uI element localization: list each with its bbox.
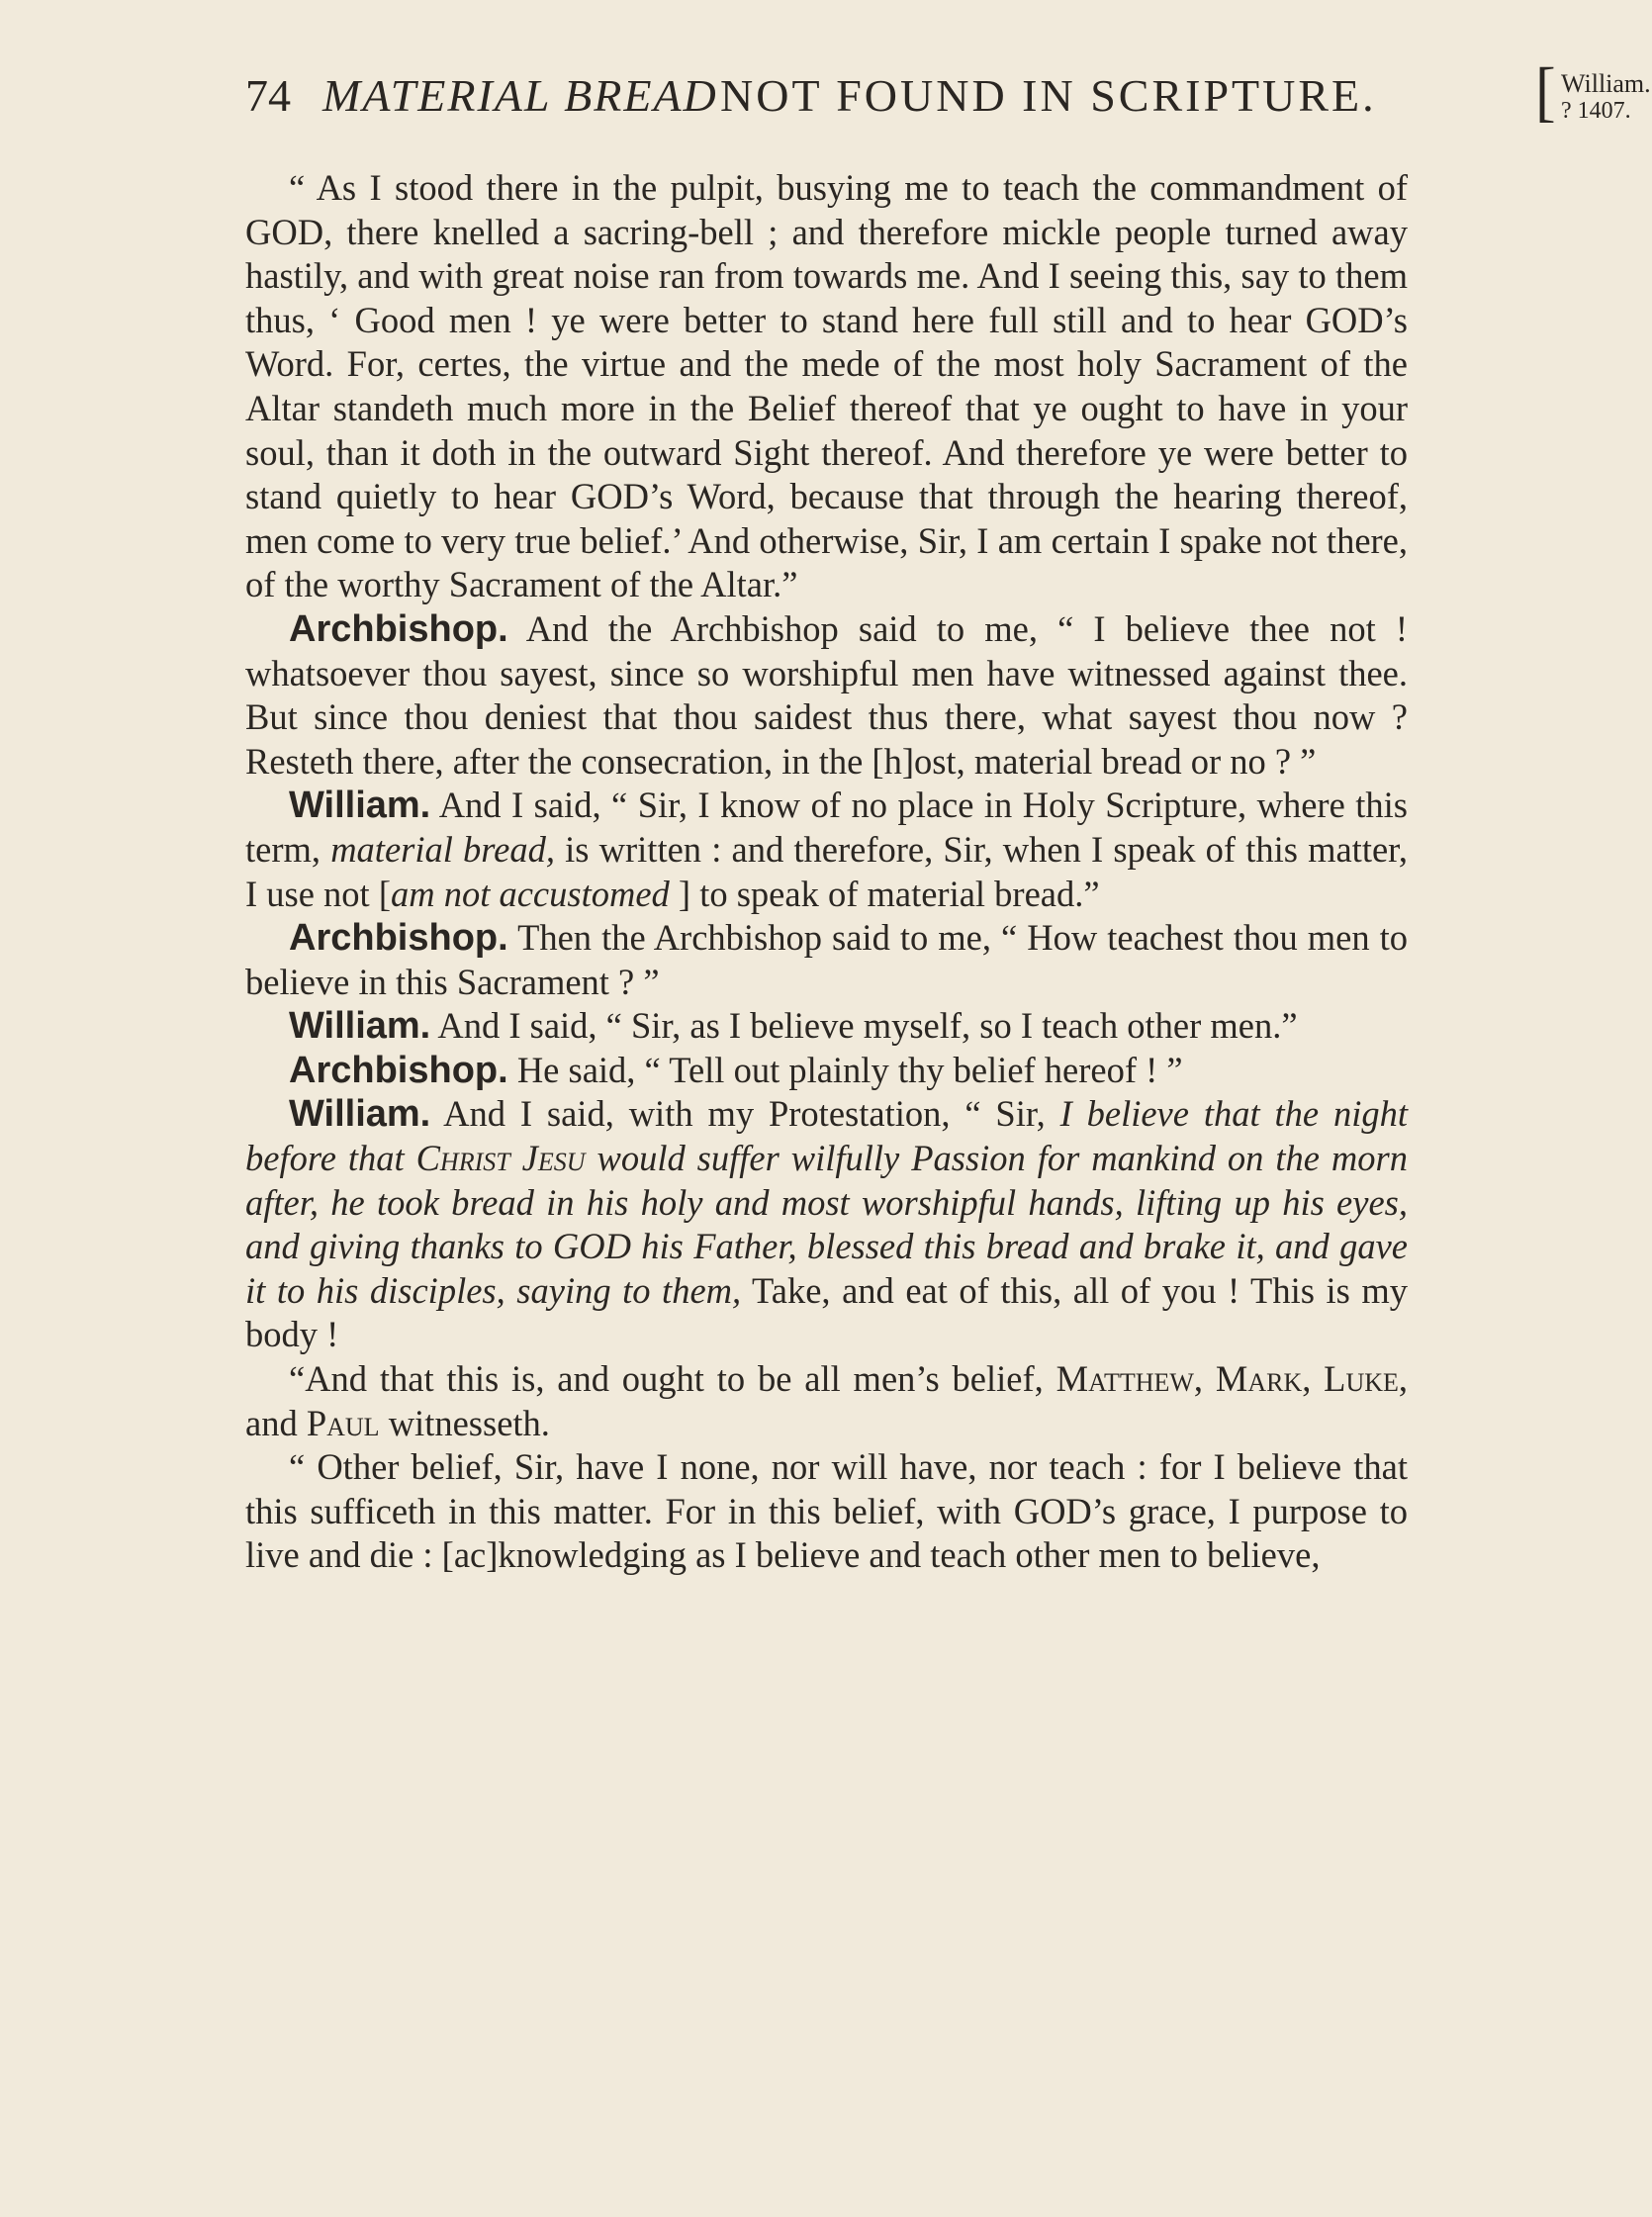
speaker-label: William. xyxy=(289,785,431,827)
italic-text: material bread, xyxy=(330,828,555,870)
speaker-label: William. xyxy=(289,1093,431,1136)
paragraph-2 xyxy=(245,607,1408,784)
side-note-date: ? 1407. xyxy=(1561,98,1631,124)
page-number: 74 xyxy=(245,70,291,121)
paragraph-text: witnesseth. xyxy=(388,1402,550,1443)
paragraph-text: And I said, “ Sir, I know of no place in Holy Scripture, where this term, xyxy=(245,785,1408,870)
paragraph-6 xyxy=(245,1049,1408,1093)
paragraph-8 xyxy=(245,1357,1408,1445)
speaker-label: William. xyxy=(289,1005,431,1048)
paragraph-5 xyxy=(245,1004,1408,1049)
speaker-label: Archbishop. xyxy=(289,917,508,960)
paragraph-9 xyxy=(245,1445,1408,1578)
smallcaps-names: Matthew, Mark, Luke, xyxy=(1055,1358,1409,1400)
paragraph-1 xyxy=(245,166,1408,607)
paragraph-3 xyxy=(245,784,1408,916)
speaker-label: Archbishop. xyxy=(289,1049,508,1091)
paragraph-text: And I said, “ Sir, as I believe myself, so I teach other men.” xyxy=(437,1005,1298,1047)
italic-smallcaps-text: Christ xyxy=(415,1138,510,1179)
paragraph-text: “ As I stood there in the pulpit, busying me to teach the commandment of GOD, there knelled a sacring-bell ; and therefore mickle people turned away hastily, and with great noise ran from towards me. And I seeing this, say to them thus, ‘ Good men ! ye were better to stand here full still and to hear GOD’s Word. For, certes, the virtue and the mede of the most holy Sacrament of the Altar standeth much more in the Belief thereof that ye ought to have in your soul, than it doth in the outward Sight thereof. And therefore ye were better to stand quietly to hear GOD’s Word, because that through the hearing thereof, men come to very true belief.’ And otherwise, Sir, I am certain I spake not there, of the worthy Sacrament of the Altar.” xyxy=(245,167,1408,605)
italic-text: I believe that the night before that xyxy=(245,1093,1408,1179)
italic-text: am not accustomed xyxy=(390,873,670,914)
italic-smallcaps-text: Jesu xyxy=(521,1138,586,1179)
paragraph-text: Take, and eat of this, all of you ! This is my body ! xyxy=(245,1269,1409,1355)
paragraph-text: And I said, with my Protestation, “ Sir, xyxy=(443,1093,1046,1135)
speaker-label: Archbishop. xyxy=(289,607,508,650)
header-title-italic: MATERIAL BREAD xyxy=(322,70,718,121)
paragraph-text: is written : and therefore, Sir, when I speak of this matter, I use not [ xyxy=(245,828,1408,914)
header-side-note xyxy=(1535,54,1652,130)
paragraph-text: “ Other belief, Sir, have I none, nor will have, nor teach : for I believe that this sufficeth in this matter. For in this belief, with GOD’s grace, I purpose to live and die : [ac]knowledging as I believe and teach other men to believe, xyxy=(245,1446,1408,1576)
paragraph-7 xyxy=(245,1092,1408,1357)
paragraph-text: He said, “ Tell out plainly thy belief hereof ! ” xyxy=(516,1049,1183,1090)
side-note-name: William. xyxy=(1561,69,1651,98)
bracket-glyph: [ xyxy=(1535,54,1556,130)
header-title: NOT FOUND IN SCRIPTURE. xyxy=(720,70,1377,121)
paragraph-text: Then the Archbishop said to me, “ How teachest thou men to believe in this Sacrament ? ” xyxy=(245,917,1408,1002)
paragraph-text: ] to speak of material bread.” xyxy=(678,873,1100,914)
running-header xyxy=(245,54,1651,131)
paragraph-text: “And that this is, and ought to be all men’s belief, xyxy=(289,1358,1044,1400)
italic-text: would suffer wilfully Passion for mankind on the morn after, he took bread in his holy and most worshipful hands, lifting up his eyes, and giving thanks to GOD his Father, blessed this bread and brake it, and gave it to his disciples, saying to them, xyxy=(245,1138,1408,1311)
smallcaps-name: Paul xyxy=(306,1402,380,1443)
body-text xyxy=(245,166,1408,1578)
paragraph-4 xyxy=(245,916,1408,1004)
paragraph-text: and xyxy=(245,1402,298,1443)
paragraph-text: And the Archbishop said to me, “ I believe thee not ! whatsoever thou sayest, since so worshipful men have witnessed against thee. But since thou deniest that thou saidest thus there, what sayest thou now ? Resteth there, after the consecration, in the [h]ost, material bread or no ? ” xyxy=(245,607,1408,782)
